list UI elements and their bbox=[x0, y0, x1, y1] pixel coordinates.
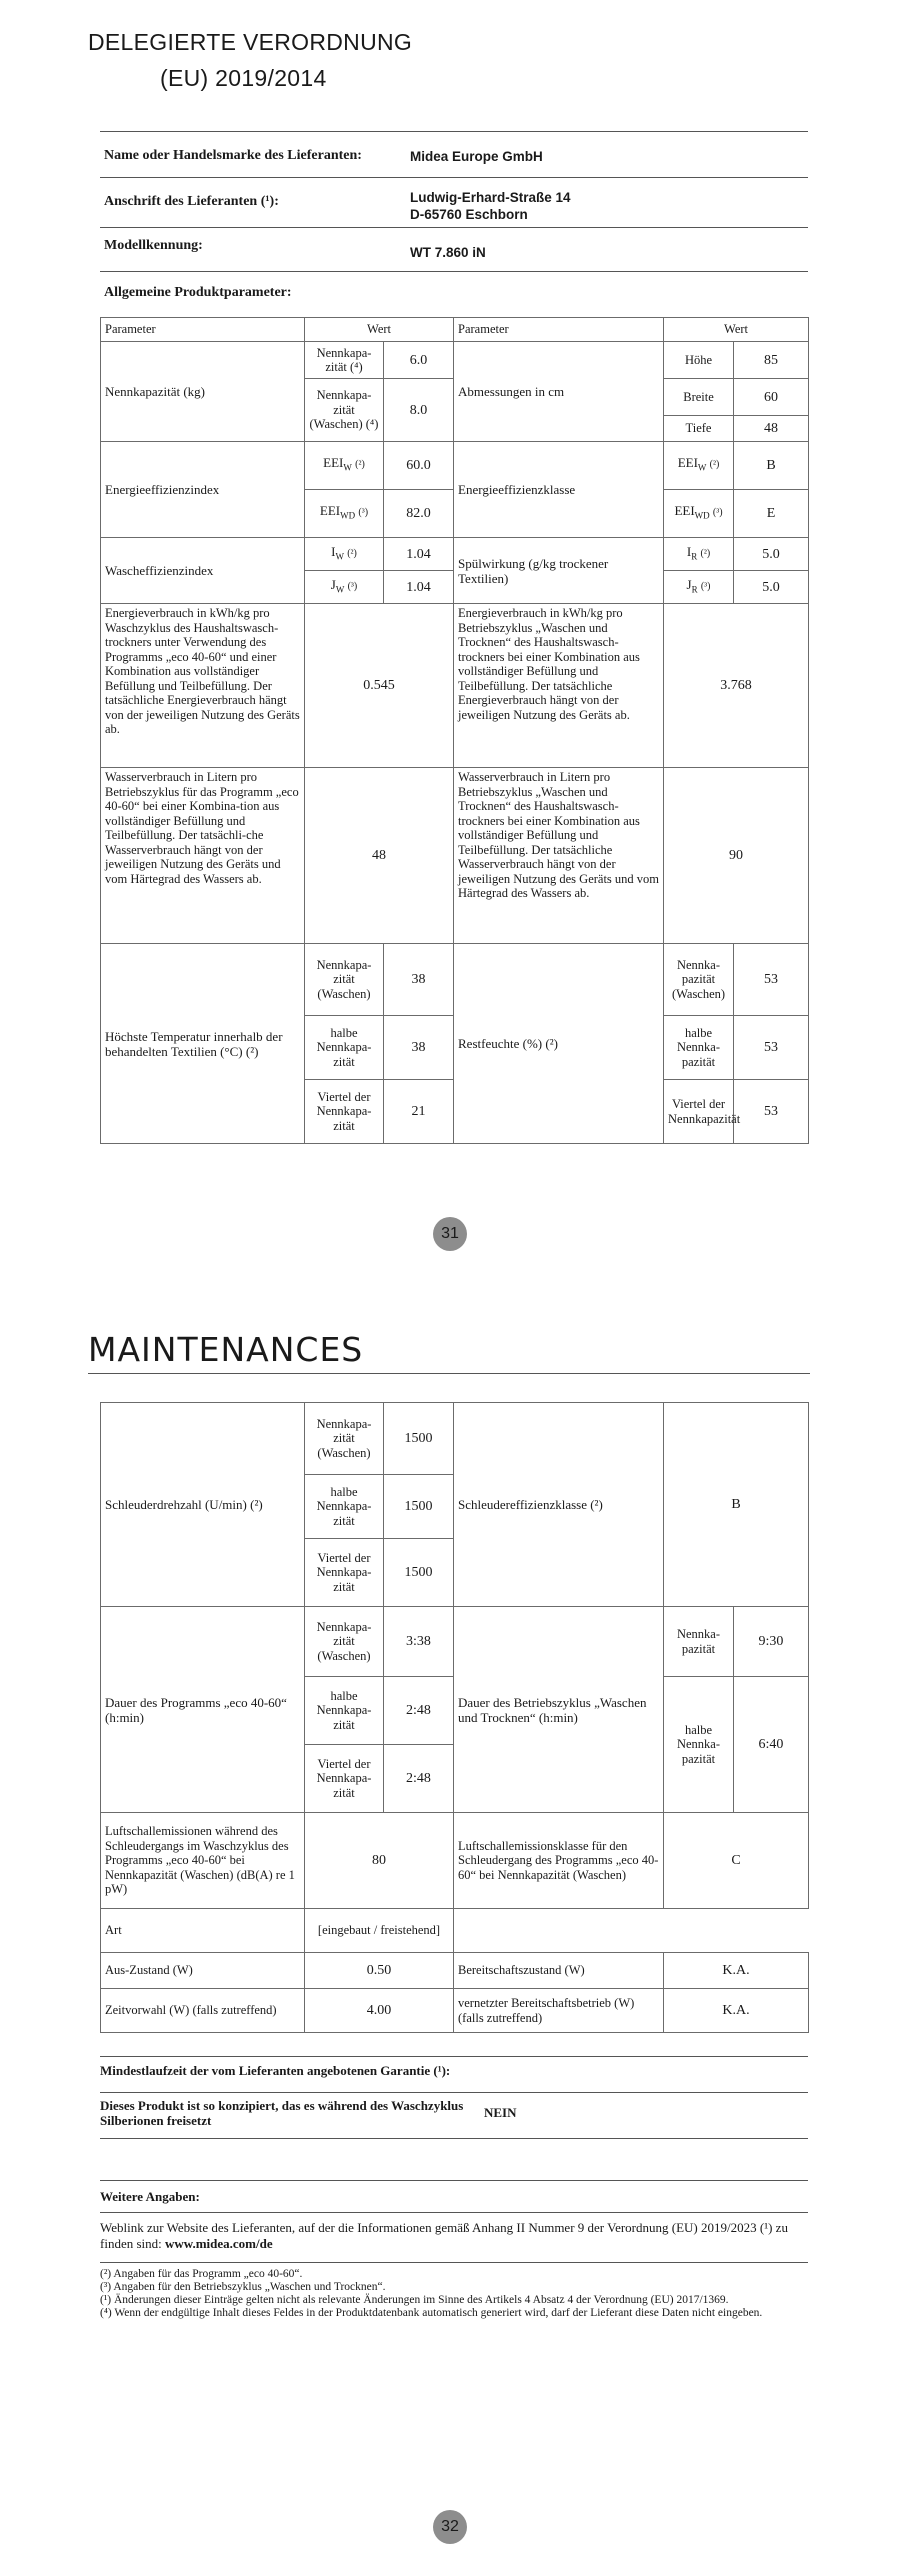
table-row bbox=[101, 342, 809, 379]
divider bbox=[100, 2056, 808, 2057]
footnote-item: (¹) Änderungen dieser Einträge gelten nicht als relevante Änderungen im Sinne des Artikels 4 Absatz 4 der Verordnung (EU) 2017/1369. bbox=[100, 2294, 729, 2306]
type-empty-cell bbox=[454, 1909, 809, 1953]
rinsing-sub1 bbox=[664, 538, 734, 571]
supplier-address-row bbox=[100, 177, 808, 228]
silver-ions-value: NEIN bbox=[484, 2105, 517, 2120]
rinsing-sub1-note: (²) bbox=[700, 547, 711, 559]
rinsing-val2: 5.0 bbox=[734, 571, 809, 604]
spin-val3: 1500 bbox=[384, 1539, 454, 1607]
table-header-row bbox=[101, 318, 809, 342]
delay-start-label: Zeitvorwahl (W) (falls zutreffend) bbox=[101, 1989, 305, 2033]
table-row bbox=[101, 1989, 809, 2033]
duration-eco-val1: 3:38 bbox=[384, 1607, 454, 1677]
max-temp-val3: 21 bbox=[384, 1080, 454, 1144]
duration-washdry-val2: 6:40 bbox=[734, 1677, 809, 1813]
depth-value: 48 bbox=[734, 416, 809, 442]
standby-label: Bereitschaftszustand (W) bbox=[454, 1953, 664, 1989]
energy-class-sub2-note: (³) bbox=[712, 507, 723, 519]
divider bbox=[100, 2262, 808, 2263]
networked-standby-label: vernetzter Bereitschaftsbetrieb (W) (falls zutreffend) bbox=[454, 1989, 664, 2033]
moisture-val3: 53 bbox=[734, 1080, 809, 1144]
noise-value: 80 bbox=[305, 1813, 454, 1909]
duration-washdry-sub2: halbe Nennka-pazität bbox=[664, 1677, 734, 1813]
spin-sub2: halbe Nennkapa-zität bbox=[305, 1475, 384, 1539]
energy-class-sub1-sub: W bbox=[697, 462, 707, 473]
height-label: Höhe bbox=[664, 342, 734, 379]
networked-standby-value: K.A. bbox=[664, 1989, 809, 2033]
washing-eff-label: Wascheffizienzindex bbox=[101, 538, 305, 604]
eei-sub1-main: EEI bbox=[323, 455, 344, 471]
table-row bbox=[101, 768, 809, 944]
table-row bbox=[101, 538, 809, 571]
rinsing-val1: 5.0 bbox=[734, 538, 809, 571]
energy-washdry-label: Energieverbrauch in kWh/kg pro Betriebszyklus „Waschen und Trocknen“ des Haushaltswasch-trockners bei einer Kombination aus vollständiger Befüllung und Teilbefüllung. Der tatsächliche Energieverbrauch hängt von der jeweiligen Nutzung des Geräts ab. bbox=[454, 604, 664, 768]
duration-washdry-sub1: Nennka-pazität bbox=[664, 1607, 734, 1677]
spin-class-label: Schleudereffizienzklasse (²) bbox=[454, 1403, 664, 1607]
spin-val1: 1500 bbox=[384, 1403, 454, 1475]
washing-eff-sub2-main: J bbox=[330, 576, 336, 592]
eei-sub2 bbox=[305, 490, 384, 538]
duration-washdry-val1: 9:30 bbox=[734, 1607, 809, 1677]
height-value: 85 bbox=[734, 342, 809, 379]
silver-ions-label: Dieses Produkt ist so konzipiert, das es während des Waschzyklus Silberionen freisetzt bbox=[100, 2098, 464, 2128]
rated-capacity-val1: 6.0 bbox=[384, 342, 454, 379]
washing-eff-sub1-main: I bbox=[331, 543, 336, 559]
divider bbox=[100, 2138, 808, 2139]
guarantee-label: Mindestlaufzeit der vom Lieferanten angebotenen Garantie (¹): bbox=[100, 2063, 451, 2078]
type-value: [eingebaut / freistehend] bbox=[305, 1909, 454, 1953]
energy-class-sub2 bbox=[664, 490, 734, 538]
rinsing-label: Spülwirkung (g/kg trockener Textilien) bbox=[454, 538, 664, 604]
eei-sub2-note: (³) bbox=[358, 507, 369, 519]
spin-label: Schleuderdrehzahl (U/min) (²) bbox=[101, 1403, 305, 1607]
dimensions-label: Abmessungen in cm bbox=[454, 342, 664, 442]
page-number-32: 32 bbox=[433, 2510, 467, 2544]
water-washdry-value: 90 bbox=[664, 768, 809, 944]
rinsing-sub2-sub: R bbox=[691, 584, 698, 595]
water-wash-label: Wasserverbrauch in Litern pro Betriebszyklus für das Programm „eco 40-60“ bei einer Kombina-tion aus vollständiger Befüllung und Teilbefüllung. Der tatsächli-che Wasserverbrauch hängt von der jeweiligen Nutzung des Geräts und vom Härtegrad des Wassers ab. bbox=[101, 768, 305, 944]
duration-eco-sub1: Nennkapa-zität (Waschen) bbox=[305, 1607, 384, 1677]
spin-sub3: Viertel der Nennkapa-zität bbox=[305, 1539, 384, 1607]
divider bbox=[100, 2092, 808, 2093]
energy-class-val2: E bbox=[734, 490, 809, 538]
eei-label: Energieeffizienzindex bbox=[101, 442, 305, 538]
energy-class-sub1-main: EEI bbox=[677, 455, 698, 471]
energy-class-sub1 bbox=[664, 442, 734, 490]
eei-sub1 bbox=[305, 442, 384, 490]
table-row bbox=[101, 1909, 809, 1953]
eei-sub1-sub: W bbox=[343, 462, 352, 473]
max-temp-val1: 38 bbox=[384, 944, 454, 1016]
table-row bbox=[101, 442, 809, 490]
document-title bbox=[88, 24, 412, 96]
weblink-text bbox=[100, 2220, 808, 2252]
header-parameter-right: Parameter bbox=[454, 318, 664, 342]
off-mode-value: 0.50 bbox=[305, 1953, 454, 1989]
duration-washdry-label: Dauer des Betriebszyklus „Waschen und Trocknen“ (h:min) bbox=[454, 1607, 664, 1813]
maintenance-table bbox=[100, 1402, 809, 2033]
footnote-item: (⁴) Wenn der endgültige Inhalt dieses Feldes in der Produktdatenbank automatisch generiert wird, darf der Lieferant diese Daten nicht eingeben. bbox=[100, 2307, 763, 2319]
spin-sub1: Nennkapa-zität (Waschen) bbox=[305, 1403, 384, 1475]
energy-class-val1: B bbox=[734, 442, 809, 490]
eei-val1: 60.0 bbox=[384, 442, 454, 490]
divider bbox=[100, 2212, 808, 2213]
max-temp-val2: 38 bbox=[384, 1016, 454, 1080]
table-row bbox=[101, 1607, 809, 1677]
energy-class-label: Energieeffizienzklasse bbox=[454, 442, 664, 538]
address-line-1: Ludwig-Erhard-Straße 14 bbox=[410, 190, 571, 205]
noise-class-value: C bbox=[664, 1813, 809, 1909]
washing-eff-sub2-note: (³) bbox=[347, 580, 358, 592]
max-temp-label: Höchste Temperatur innerhalb der behandelten Textilien (°C) (²) bbox=[101, 944, 305, 1144]
weblink-description: Weblink zur Website des Lieferanten, auf der die Informationen gemäß Anhang II Nummer 9 der Verordnung (EU) 2019/2023 (¹) zu finden sind: bbox=[100, 2220, 788, 2251]
section-title: MAINTENANCES bbox=[88, 1330, 364, 1369]
header-value-right: Wert bbox=[664, 318, 809, 342]
header-value-left: Wert bbox=[305, 318, 454, 342]
footnotes bbox=[100, 2268, 808, 2320]
width-label: Breite bbox=[664, 379, 734, 416]
spin-val2: 1500 bbox=[384, 1475, 454, 1539]
moisture-label: Restfeuchte (%) (²) bbox=[454, 944, 664, 1144]
page-number-31: 31 bbox=[433, 1217, 467, 1251]
washing-eff-sub1-sub: W bbox=[335, 551, 344, 562]
header-parameter-left: Parameter bbox=[101, 318, 305, 342]
rinsing-sub1-sub: R bbox=[691, 551, 698, 562]
supplier-address-value bbox=[410, 189, 571, 223]
water-wash-value: 48 bbox=[305, 768, 454, 944]
washing-eff-sub2-sub: W bbox=[335, 584, 345, 595]
weblink-url[interactable]: www.midea.com/de bbox=[165, 2236, 273, 2251]
energy-wash-value: 0.545 bbox=[305, 604, 454, 768]
eei-sub2-sub: WD bbox=[340, 510, 356, 521]
delay-start-value: 4.00 bbox=[305, 1989, 454, 2033]
duration-eco-sub2: halbe Nennkapa-zität bbox=[305, 1677, 384, 1745]
energy-washdry-value: 3.768 bbox=[664, 604, 809, 768]
divider bbox=[100, 2180, 808, 2181]
address-line-2: D-65760 Eschborn bbox=[410, 207, 528, 222]
washing-eff-sub2 bbox=[305, 571, 384, 604]
supplier-address-label: Anschrift des Lieferanten (¹): bbox=[104, 194, 279, 209]
width-value: 60 bbox=[734, 379, 809, 416]
energy-class-sub1-note: (²) bbox=[709, 459, 720, 471]
duration-eco-label: Dauer des Programms „eco 40-60“ (h:min) bbox=[101, 1607, 305, 1813]
rated-capacity-label: Nennkapazität (kg) bbox=[101, 342, 305, 442]
section-divider bbox=[88, 1373, 810, 1374]
noise-label: Luftschallemissionen während des Schleudergangs im Waschzyklus des Programms „eco 40-60“ bei Nennkapazität (Waschen) (dB(A) re 1 pW) bbox=[101, 1813, 305, 1909]
footnote-item: (³) Angaben für den Betriebszyklus „Waschen und Trocknen“. bbox=[100, 2281, 386, 2293]
table-row bbox=[101, 1813, 809, 1909]
noise-class-label: Luftschallemissionsklasse für den Schleudergang des Programms „eco 40-60“ bei Nennkapazität (Waschen) bbox=[454, 1813, 664, 1909]
rated-capacity-val2: 8.0 bbox=[384, 379, 454, 442]
washing-eff-val2: 1.04 bbox=[384, 571, 454, 604]
table-row bbox=[101, 604, 809, 768]
model-label: Modellkennung: bbox=[104, 238, 203, 253]
rated-capacity-sub1: Nennkapa-zität (⁴) bbox=[305, 342, 384, 379]
general-params-row bbox=[100, 271, 808, 318]
table-row bbox=[101, 944, 809, 1016]
depth-label: Tiefe bbox=[664, 416, 734, 442]
rinsing-sub2 bbox=[664, 571, 734, 604]
moisture-sub2: halbe Nennka-pazität bbox=[664, 1016, 734, 1080]
rinsing-sub2-note: (³) bbox=[700, 580, 711, 592]
washing-eff-val1: 1.04 bbox=[384, 538, 454, 571]
model-value: WT 7.860 iN bbox=[410, 245, 486, 260]
energy-class-sub2-sub: WD bbox=[694, 510, 710, 521]
max-temp-sub2: halbe Nennkapa-zität bbox=[305, 1016, 384, 1080]
duration-eco-val2: 2:48 bbox=[384, 1677, 454, 1745]
standby-value: K.A. bbox=[664, 1953, 809, 1989]
rinsing-sub1-main: I bbox=[686, 543, 692, 559]
max-temp-sub3: Viertel der Nennkapa-zität bbox=[305, 1080, 384, 1144]
moisture-sub1: Nennka-pazität (Waschen) bbox=[664, 944, 734, 1016]
off-mode-label: Aus-Zustand (W) bbox=[101, 1953, 305, 1989]
moisture-sub3: Viertel der Nennkapazität bbox=[664, 1080, 734, 1144]
supplier-name-row bbox=[100, 131, 808, 178]
table-row bbox=[101, 1403, 809, 1475]
supplier-name-label: Name oder Handelsmarke des Lieferanten: bbox=[104, 148, 362, 163]
rated-capacity-sub2: Nennkapa-zität (Waschen) (⁴) bbox=[305, 379, 384, 442]
rinsing-sub2-main: J bbox=[686, 576, 692, 592]
table-row bbox=[101, 1953, 809, 1989]
title-line-2: (EU) 2019/2014 bbox=[160, 65, 327, 91]
washing-eff-sub1 bbox=[305, 538, 384, 571]
title-line-1: DELEGIERTE VERORDNUNG bbox=[88, 29, 413, 55]
eei-val2: 82.0 bbox=[384, 490, 454, 538]
washing-eff-sub1-note: (²) bbox=[347, 547, 357, 559]
water-washdry-label: Wasserverbrauch in Litern pro Betriebszyklus „Waschen und Trocknen“ des Haushaltswasch-trockners bei einer Kombination aus vollständiger Befüllung und Teilbefüllung. Der tatsächliche Wasserverbrauch hängt von der jeweiligen Nutzung des Geräts und vom Härtegrad des Wassers ab. bbox=[454, 768, 664, 944]
moisture-val1: 53 bbox=[734, 944, 809, 1016]
general-params-label: Allgemeine Produktparameter: bbox=[104, 285, 292, 300]
footnote-item: (²) Angaben für das Programm „eco 40-60“. bbox=[100, 2268, 303, 2280]
energy-wash-label: Energieverbrauch in kWh/kg pro Waschzyklus des Haushaltswasch-trockners unter Verwendung des Programms „eco 40-60“ und einer Kombination aus vollständiger Befüllung und Teilbefüllung. Der tatsächliche Energieverbrauch hängt von der jeweiligen Nutzung des Geräts ab. bbox=[101, 604, 305, 768]
eei-sub1-note: (²) bbox=[355, 459, 365, 471]
moisture-val2: 53 bbox=[734, 1016, 809, 1080]
spin-class-value: B bbox=[664, 1403, 809, 1607]
max-temp-sub1: Nennkapa-zität (Waschen) bbox=[305, 944, 384, 1016]
supplier-name-value: Midea Europe GmbH bbox=[410, 149, 543, 164]
type-label: Art bbox=[101, 1909, 305, 1953]
further-info-label: Weitere Angaben: bbox=[100, 2189, 200, 2204]
duration-eco-sub3: Viertel der Nennkapa-zität bbox=[305, 1745, 384, 1813]
model-row bbox=[100, 227, 808, 272]
product-params-table bbox=[100, 317, 809, 1144]
eei-sub2-main: EEI bbox=[319, 503, 341, 519]
duration-eco-val3: 2:48 bbox=[384, 1745, 454, 1813]
energy-class-sub2-main: EEI bbox=[674, 503, 695, 519]
